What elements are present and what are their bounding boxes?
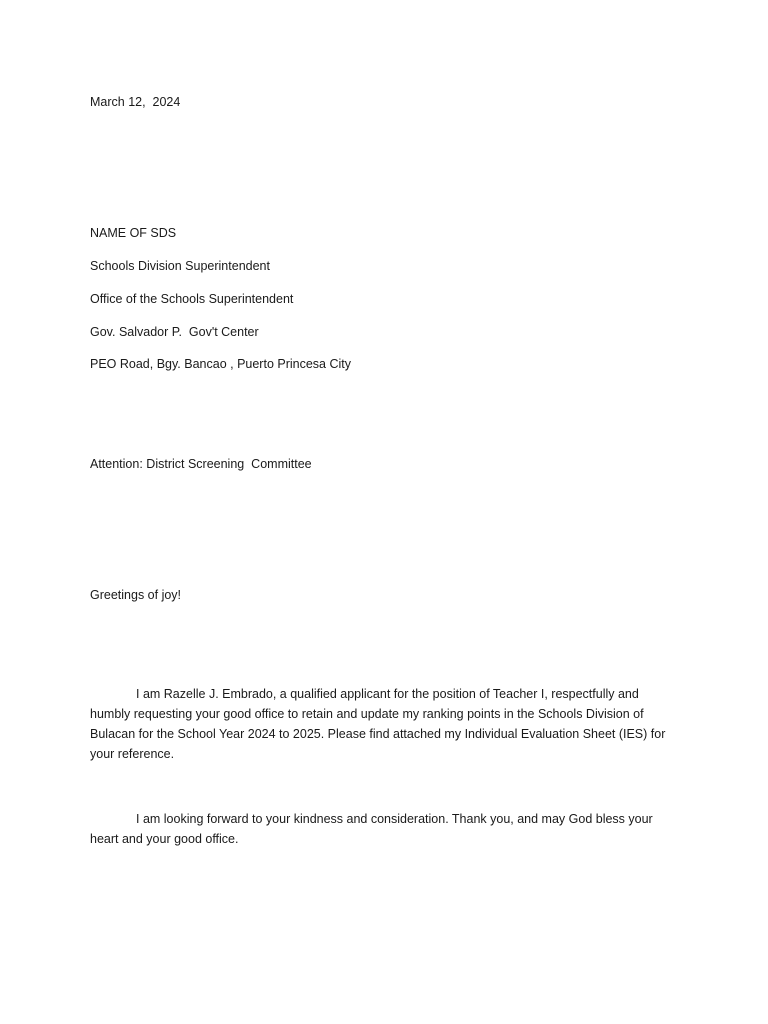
body-paragraph-2: I am looking forward to your kindness and consideration. Thank you, and may God bless your heart and your good office.: [90, 812, 653, 846]
letter-date: March 12, 2024: [90, 95, 181, 109]
recipient-address-line2: PEO Road, Bgy. Bancao , Puerto Princesa City: [90, 357, 352, 371]
greeting: Greetings of joy!: [90, 588, 182, 602]
attention-line: Attention: District Screening Committee: [90, 457, 312, 471]
body-paragraph-1: I am Razelle J. Embrado, a qualified applicant for the position of Teacher I, respectfully and humbly requesting your good office to retain and update my ranking points in the Schools Division of Bulacan for the School Year 2024 to 2025. Please find attached my Individual Evaluation Sheet (IES) for your reference.: [90, 687, 666, 761]
recipient-name: NAME OF SDS: [90, 226, 177, 240]
recipient-title: Schools Division Superintendent: [90, 259, 270, 273]
recipient-office: Office of the Schools Superintendent: [90, 292, 294, 306]
recipient-address-line1: Gov. Salvador P. Gov't Center: [90, 325, 259, 339]
